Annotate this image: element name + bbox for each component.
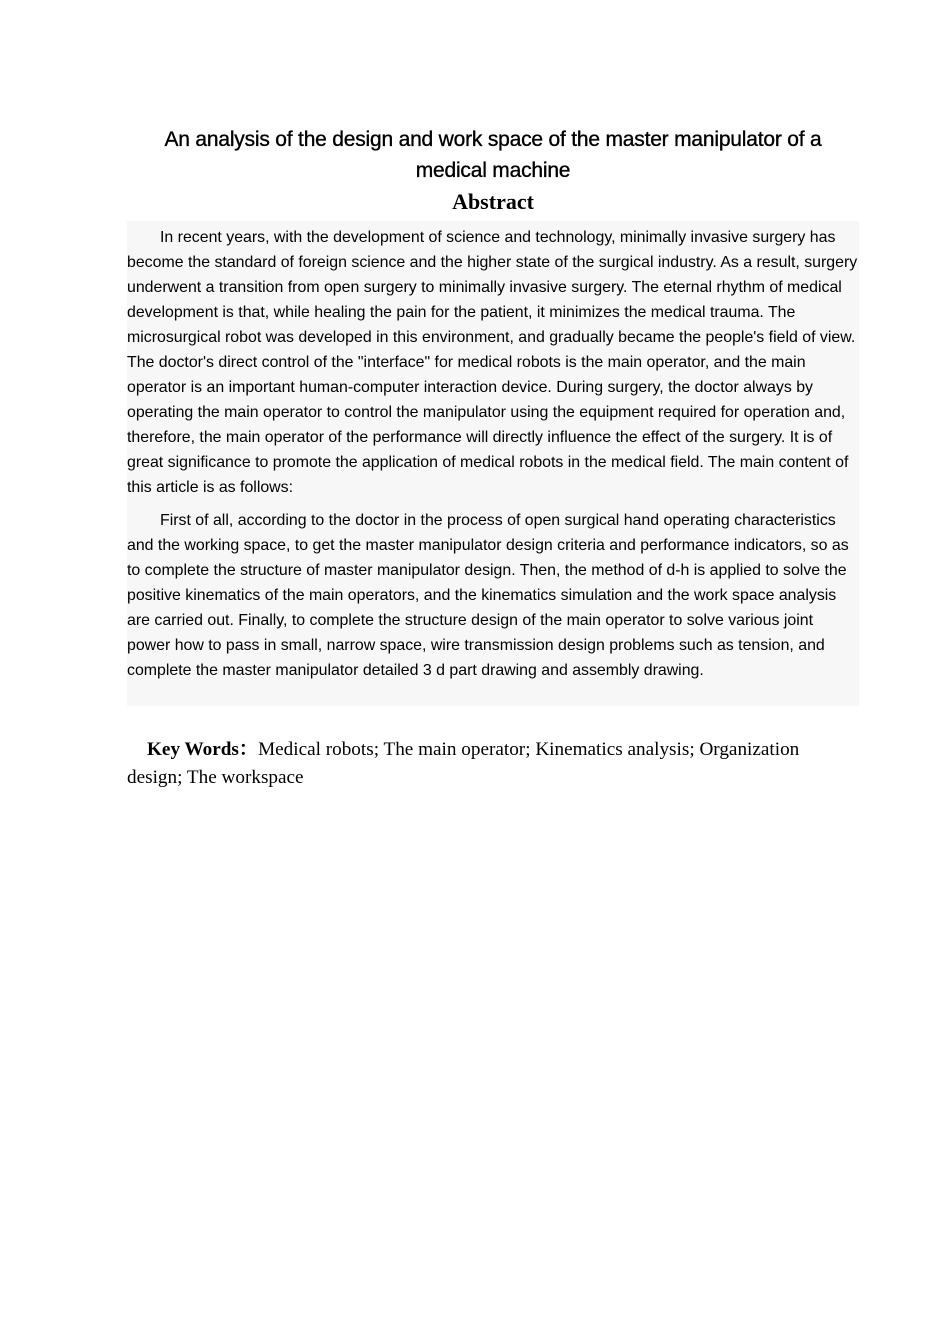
abstract-paragraph-1: In recent years, with the development of science and technology, minimally invasive surgery has become the standard of foreign science and the higher state of the surgical industry. As a result, surgery underwent a transition from open surgery to minimally invasive surgery. The eternal rhythm of medical development is that, while healing the pain for the patient, it minimizes the medical trauma. The microsurgical robot was developed in this environment, and gradually became the people's field of view. The doctor's direct control of the "interface" for medical robots is the main operator, and the main operator is an important human-computer interaction device. During surgery, the doctor always by operating the main operator to control the manipulator using the equipment required for operation and, therefore, the main operator of the performance will directly influence the effect of the surgery. It is of great significance to promote the application of medical robots in the medical field. The main content of this article is as follows: [127, 229, 858, 496]
keywords [127, 736, 859, 792]
document-title: An analysis of the design and work space of the master manipulator of a medical machine [164, 128, 822, 182]
abstract-heading: Abstract [452, 189, 534, 214]
abstract-paragraph-2: First of all, according to the doctor in the process of open surgical hand operating characteristics and the working space, to get the master manipulator design criteria and performance indicators, so as to complete the structure of master manipulator design. Then, the method of d-h is applied to solve the positive kinematics of the main operators, and the kinematics simulation and the work space analysis are carried out. Finally, to complete the structure design of the main operator to solve various joint power how to pass in small, narrow space, wire transmission design problems such as tension, and complete the master manipulator detailed 3 d part drawing and assembly drawing. [127, 512, 849, 679]
keywords-label: Key Words： [147, 739, 259, 760]
keywords-text: Medical robots; The main operator; Kinematics analysis; Organization design; The workspace [127, 739, 800, 788]
abstract-body [127, 221, 859, 706]
